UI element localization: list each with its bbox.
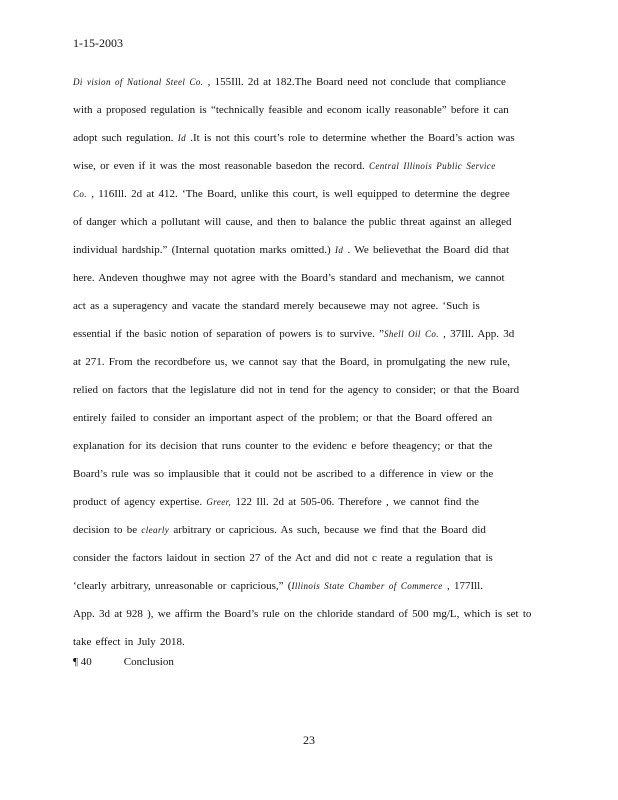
- body-text-segment: . We believethat the Board did that: [343, 244, 510, 256]
- section-heading: [73, 656, 174, 668]
- body-text-segment: act as a superagency and vacate the standard merely becausewe may not agree. ‘Such is: [73, 300, 480, 312]
- body-text-segment: product of agency expertise.: [73, 496, 207, 508]
- text-line: [73, 264, 553, 292]
- citation-text: Illinois State Chamber of Commerce: [291, 581, 443, 591]
- text-line: [73, 516, 553, 544]
- text-line: [73, 404, 553, 432]
- citation-text: clearly: [141, 525, 170, 535]
- section-title: Conclusion: [123, 656, 174, 668]
- text-line: [73, 236, 553, 264]
- body-text-segment: of danger which a pollutant will cause, and then to balance the public threat against an alleged: [73, 216, 512, 228]
- text-line: [73, 544, 553, 572]
- body-text-segment: relied on factors that the legislature did not in tend for the agency to consider; or that the Board: [73, 384, 520, 396]
- text-line: [73, 320, 553, 348]
- text-line: [73, 180, 553, 208]
- body-text-segment: with a proposed regulation is “technically feasible and econom ically reasonable” before it can: [73, 104, 509, 116]
- body-text-segment: at 271. From the recordbefore us, we cannot say that the Board, in promulgating the new rule,: [73, 356, 510, 368]
- text-line: [73, 152, 553, 180]
- paragraph-number: ¶ 40: [73, 656, 92, 668]
- body-text-segment: wise, or even if it was the most reasonable basedon the record.: [73, 160, 369, 172]
- body-text-segment: here. Andeven thoughwe may not agree with the Board’s standard and mechanism, we cannot: [73, 272, 505, 284]
- body-text-segment: explanation for its decision that runs counter to the evidenc e before theagency; or that the: [73, 440, 493, 452]
- page-header-date: 1-15-2003: [73, 36, 123, 50]
- text-line: [73, 600, 553, 628]
- body-text-segment: App. 3d at 928 ), we affirm the Board’s rule on the chloride standard of 500 mg/L, which is set to: [73, 608, 532, 620]
- citation-text: Central Illinois Public Service: [368, 161, 496, 171]
- body-text-segment: , 116Ill. 2d at 412. ‘The Board, unlike this court, is well equipped to determine the degree: [86, 188, 510, 200]
- body-text-segment: entirely failed to consider an important aspect of the problem; or that the Board offered an: [73, 412, 493, 424]
- body-text-segment: take effect in July 2018.: [73, 636, 185, 648]
- text-line: [73, 376, 553, 404]
- text-line: [73, 348, 553, 376]
- text-line: [73, 208, 553, 236]
- text-line: [73, 292, 553, 320]
- body-text-segment: .It is not this court’s role to determine whether the Board’s action was: [186, 132, 515, 144]
- body-text-segment: 122 Ill. 2d at 505-06. Therefore , we cannot find the: [231, 496, 480, 508]
- page-number: 23: [303, 733, 315, 747]
- citation-text: Co.: [73, 189, 87, 199]
- body-text-segment: , 37Ill. App. 3d: [438, 328, 515, 340]
- body-text-segment: decision to be: [73, 524, 142, 536]
- citation-text: Greer,: [206, 497, 232, 507]
- body-text-segment: ‘clearly arbitrary, unreasonable or capricious,” (: [73, 580, 292, 592]
- body-text-segment: adopt such regulation.: [73, 132, 178, 144]
- body-text-segment: , 155Ill. 2d at 182.The Board need not conclude that compliance: [203, 76, 506, 88]
- text-line: [73, 68, 553, 96]
- body-text-segment: arbitrary or capricious. As such, because we find that the Board did: [169, 524, 486, 536]
- body-text-segment: consider the factors laidout in section 27 of the Act and did not c reate a regulation that is: [73, 552, 493, 564]
- text-line: [73, 432, 553, 460]
- citation-text: Shell Oil Co.: [383, 329, 439, 339]
- text-line: [73, 488, 553, 516]
- text-line: [73, 460, 553, 488]
- text-line: [73, 628, 553, 656]
- citation-text: Di vision of National Steel Co.: [73, 77, 204, 87]
- citation-text: Id: [177, 133, 187, 143]
- citation-text: Id: [334, 245, 344, 255]
- text-line: [73, 96, 553, 124]
- body-text-segment: , 177Ill.: [442, 580, 483, 592]
- body-text-segment: individual hardship.” (Internal quotation marks omitted.): [73, 244, 335, 256]
- text-line: [73, 572, 553, 600]
- body-paragraph: [73, 68, 553, 656]
- body-text-segment: essential if the basic notion of separation of powers is to survive. ”: [73, 328, 384, 340]
- body-text-segment: Board’s rule was so implausible that it could not be ascribed to a difference in view or the: [73, 468, 494, 480]
- text-line: [73, 124, 553, 152]
